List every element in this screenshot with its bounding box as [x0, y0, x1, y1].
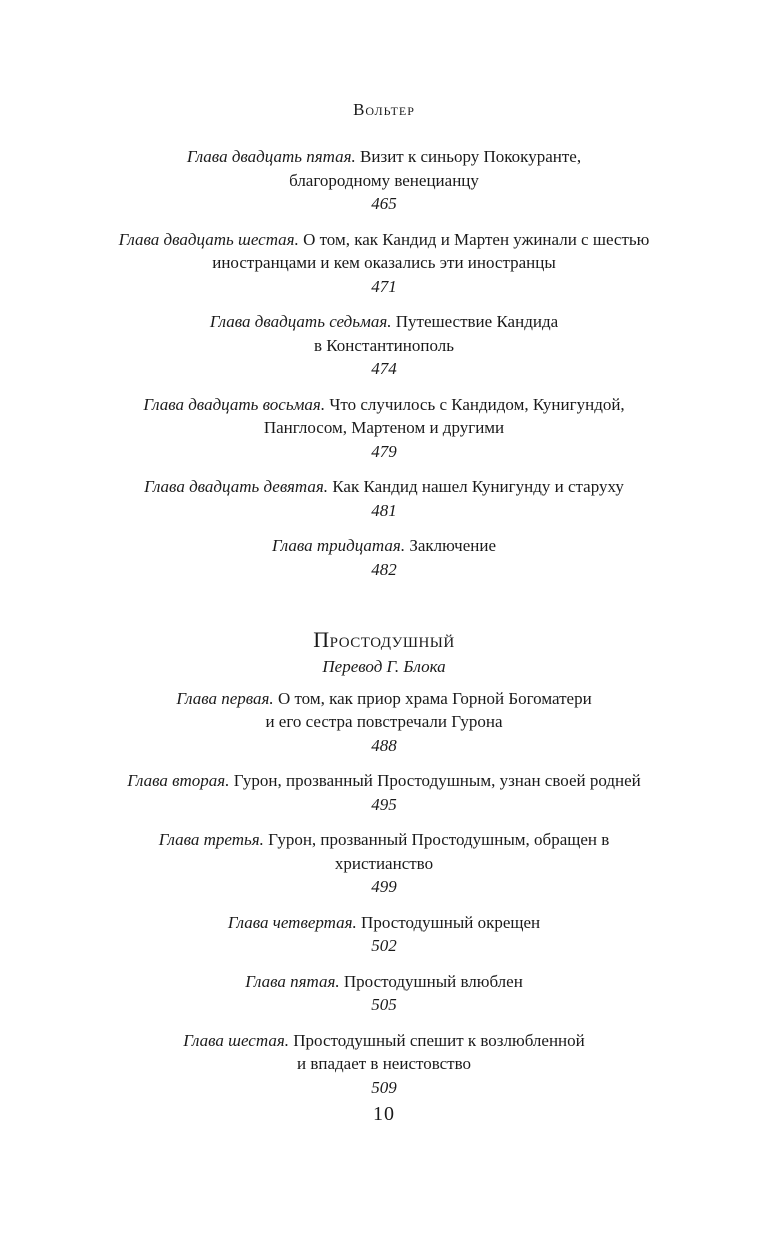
chapter-text-continued: христианство	[334, 853, 434, 873]
entry-title	[110, 393, 658, 417]
page-number: 502	[371, 936, 397, 955]
chapter-text: Гурон, прозванный Простодушным, узнан своей родней	[229, 771, 641, 790]
toc-entry	[110, 687, 658, 758]
chapter-text-continued: в Константинополь	[314, 335, 454, 355]
page-number: 495	[371, 794, 397, 814]
entry-title	[110, 687, 658, 711]
toc-entry	[110, 475, 658, 522]
chapter-text: О том, как приор храма Горной Богоматери	[273, 688, 592, 708]
entry-title	[110, 970, 658, 994]
toc-entry	[110, 145, 658, 216]
chapter-label: Глава двадцать седьмая.	[209, 312, 392, 331]
chapter-text-continued: Панглосом, Мартеном и другими	[263, 418, 505, 437]
toc-entry	[110, 1029, 658, 1100]
entry-title	[80, 228, 688, 252]
entry-title	[110, 475, 658, 499]
chapter-text: Простодушный окрещен	[356, 912, 541, 932]
chapter-label: Глава двадцать девятая.	[144, 477, 329, 496]
toc-entry	[80, 769, 688, 816]
chapter-label: Глава третья.	[158, 830, 264, 849]
page-number: 482	[371, 559, 397, 579]
page-number: 465	[371, 194, 397, 213]
page-number: 488	[371, 735, 397, 755]
folio-page-number: 10	[373, 1103, 395, 1125]
chapter-text: Что случилось с Кандидом, Кунигундой,	[325, 394, 625, 414]
chapter-text: О том, как Кандид и Мартен ужинали с шестью	[298, 229, 650, 249]
chapter-text: Заключение	[405, 536, 497, 555]
section-title: Простодушный	[313, 627, 455, 652]
chapter-label: Глава двадцать шестая.	[118, 229, 299, 249]
chapter-text-continued: иностранцами и кем оказались эти иностранцы	[212, 253, 556, 272]
entry-title	[110, 1029, 658, 1053]
entry-title	[110, 310, 658, 334]
chapter-text: Простодушный влюблен	[339, 971, 523, 991]
chapter-label: Глава первая.	[176, 688, 274, 708]
chapter-label: Глава четвертая.	[227, 912, 357, 932]
chapter-text: Гурон, прозванный Простодушным, обращен в	[263, 830, 610, 849]
toc-entry	[110, 534, 658, 581]
page-number: 471	[371, 276, 397, 296]
section-heading	[110, 625, 658, 679]
page-number: 499	[371, 877, 397, 896]
entry-title	[110, 911, 658, 935]
running-head: Вольтер	[353, 100, 415, 119]
page-number: 509	[371, 1077, 397, 1097]
entry-title	[110, 534, 658, 558]
chapter-text: Визит к синьору Пококуранте,	[355, 147, 582, 166]
chapter-label: Глава двадцать восьмая.	[143, 394, 326, 414]
chapter-text: Простодушный спешит к возлюбленной	[289, 1030, 585, 1050]
entry-title	[80, 769, 688, 793]
chapter-text: Путешествие Кандида	[391, 312, 559, 331]
toc-entry	[110, 970, 658, 1017]
toc-entry	[110, 393, 658, 464]
chapter-label: Глава тридцатая.	[271, 536, 406, 555]
page-number: 505	[371, 995, 397, 1014]
toc-entry	[80, 228, 688, 299]
chapter-text-continued: и впадает в неистовство	[296, 1054, 472, 1073]
entry-title	[110, 145, 658, 169]
translator-credit: Перевод Г. Блока	[322, 657, 446, 676]
chapter-label: Глава двадцать пятая.	[186, 147, 356, 166]
chapter-label: Глава пятая.	[245, 971, 340, 991]
toc-entry	[110, 310, 658, 381]
page-number: 479	[371, 441, 397, 461]
chapter-text-continued: благородному венецианцу	[289, 170, 479, 190]
page-number: 481	[371, 500, 397, 520]
table-of-contents	[110, 145, 658, 1111]
toc-entry	[110, 911, 658, 958]
chapter-text: Как Кандид нашел Кунигунду и старуху	[328, 477, 624, 496]
chapter-label: Глава шестая.	[183, 1030, 289, 1050]
chapter-text-continued: и его сестра повстречали Гурона	[265, 712, 503, 731]
chapter-label: Глава вторая.	[127, 771, 230, 790]
toc-entry	[110, 828, 658, 899]
entry-title	[110, 828, 658, 852]
page-number: 474	[371, 359, 397, 378]
